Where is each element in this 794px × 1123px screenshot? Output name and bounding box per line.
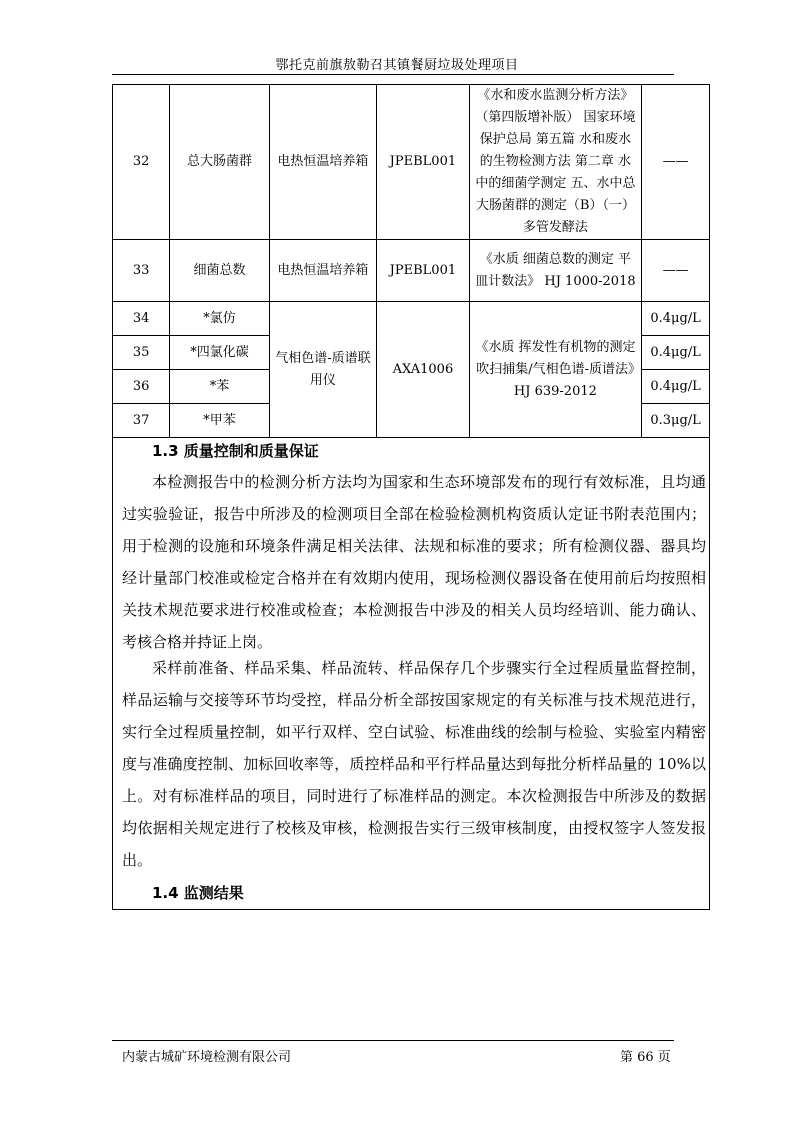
method-text: 《水质 挥发性有机物的测定 吹扫捕集/气相色谱-质谱法》HJ 639-2012 <box>469 302 641 438</box>
row-number: 37 <box>113 404 170 438</box>
row-number: 36 <box>113 370 170 404</box>
equipment-code: JPEBL001 <box>377 85 470 240</box>
method-text: 《水和废水监测分析方法》（第四版增补版） 国家环境保护总局 第五篇 水和废水的生物检测方法 第二章 水中的细菌学测定 五、水中总大肠菌群的测定（B）（一）多管发酵法 <box>469 85 641 240</box>
header-rule <box>112 74 674 75</box>
methods-table <box>112 84 710 438</box>
method-text: 《水质 细菌总数的测定 平皿计数法》 HJ 1000-2018 <box>469 240 641 302</box>
equipment-name: 电热恒温培养箱 <box>269 240 376 302</box>
table-row <box>113 85 710 240</box>
detection-limit: —— <box>642 85 710 240</box>
quality-control-paragraph: 本检测报告中的检测分析方法均为国家和生态环境部发布的现行有效标准，且均通过实验验证，报告中所涉及的检测项目全部在检验检测机构资质认定证书附表范围内；用于检测的设施和环境条件满足相关法律、法规和标准的要求；所有检测仪器、器具均经计量部门校准或检定合格并在有效期内使用，现场检测仪器设备在使用前后均按照相关技术规范要求进行校准或检查；本检测报告中涉及的相关人员均经培训、能力确认、考核合格并持证上岗。 <box>122 473 706 651</box>
equipment-code: JPEBL001 <box>377 240 470 302</box>
row-number: 33 <box>113 240 170 302</box>
equipment-code: AXA1006 <box>377 302 470 438</box>
table-row <box>113 240 710 302</box>
detection-limit: 0.4μg/L <box>642 302 710 336</box>
row-number: 35 <box>113 336 170 370</box>
item-name: *苯 <box>170 370 269 404</box>
footer-page-number: 第 66 页 <box>620 1050 671 1065</box>
table-row <box>113 302 710 336</box>
row-number: 34 <box>113 302 170 336</box>
equipment-name: 电热恒温培养箱 <box>269 85 376 240</box>
footer-rule <box>112 1040 674 1041</box>
row-number: 32 <box>113 85 170 240</box>
document-header-title: 鄂托克前旗敖勒召其镇餐厨垃圾处理项目 <box>275 58 519 73</box>
detection-limit: 0.3μg/L <box>642 404 710 438</box>
item-name: *四氯化碳 <box>170 336 269 370</box>
detection-limit: 0.4μg/L <box>642 370 710 404</box>
item-name: *氯仿 <box>170 302 269 336</box>
item-name: 细菌总数 <box>170 240 269 302</box>
detection-limit: 0.4μg/L <box>642 336 710 370</box>
item-name: 总大肠菌群 <box>170 85 269 240</box>
item-name: *甲苯 <box>170 404 269 438</box>
quality-control-paragraph: 采样前准备、样品采集、样品流转、样品保存几个步骤实行全过程质量监督控制，样品运输与交接等环节均受控，样品分析全部按国家规定的有关标准与技术规范进行，实行全过程质量控制，如平行双样、空白试验、标准曲线的绘制与检验、实验室内精密度与准确度控制、加标回收率等，质控样品和平行样品量达到每批分析样品量的 10%以上。对有标准样品的项目，同时进行了标准样品的测定。本次检测报告中所涉及的数据均依据相关规定进行了校核及审核，检测报告实行三级审核制度，由授权签字人签发报出。 <box>122 659 706 869</box>
section-heading-results: 1.4 监测结果 <box>152 884 244 902</box>
detection-limit: —— <box>642 240 710 302</box>
equipment-name: 气相色谱-质谱联用仪 <box>269 302 376 438</box>
footer-company: 内蒙古城矿环境检测有限公司 <box>122 1050 292 1065</box>
section-heading-quality-control: 1.3 质量控制和质量保证 <box>152 442 319 460</box>
